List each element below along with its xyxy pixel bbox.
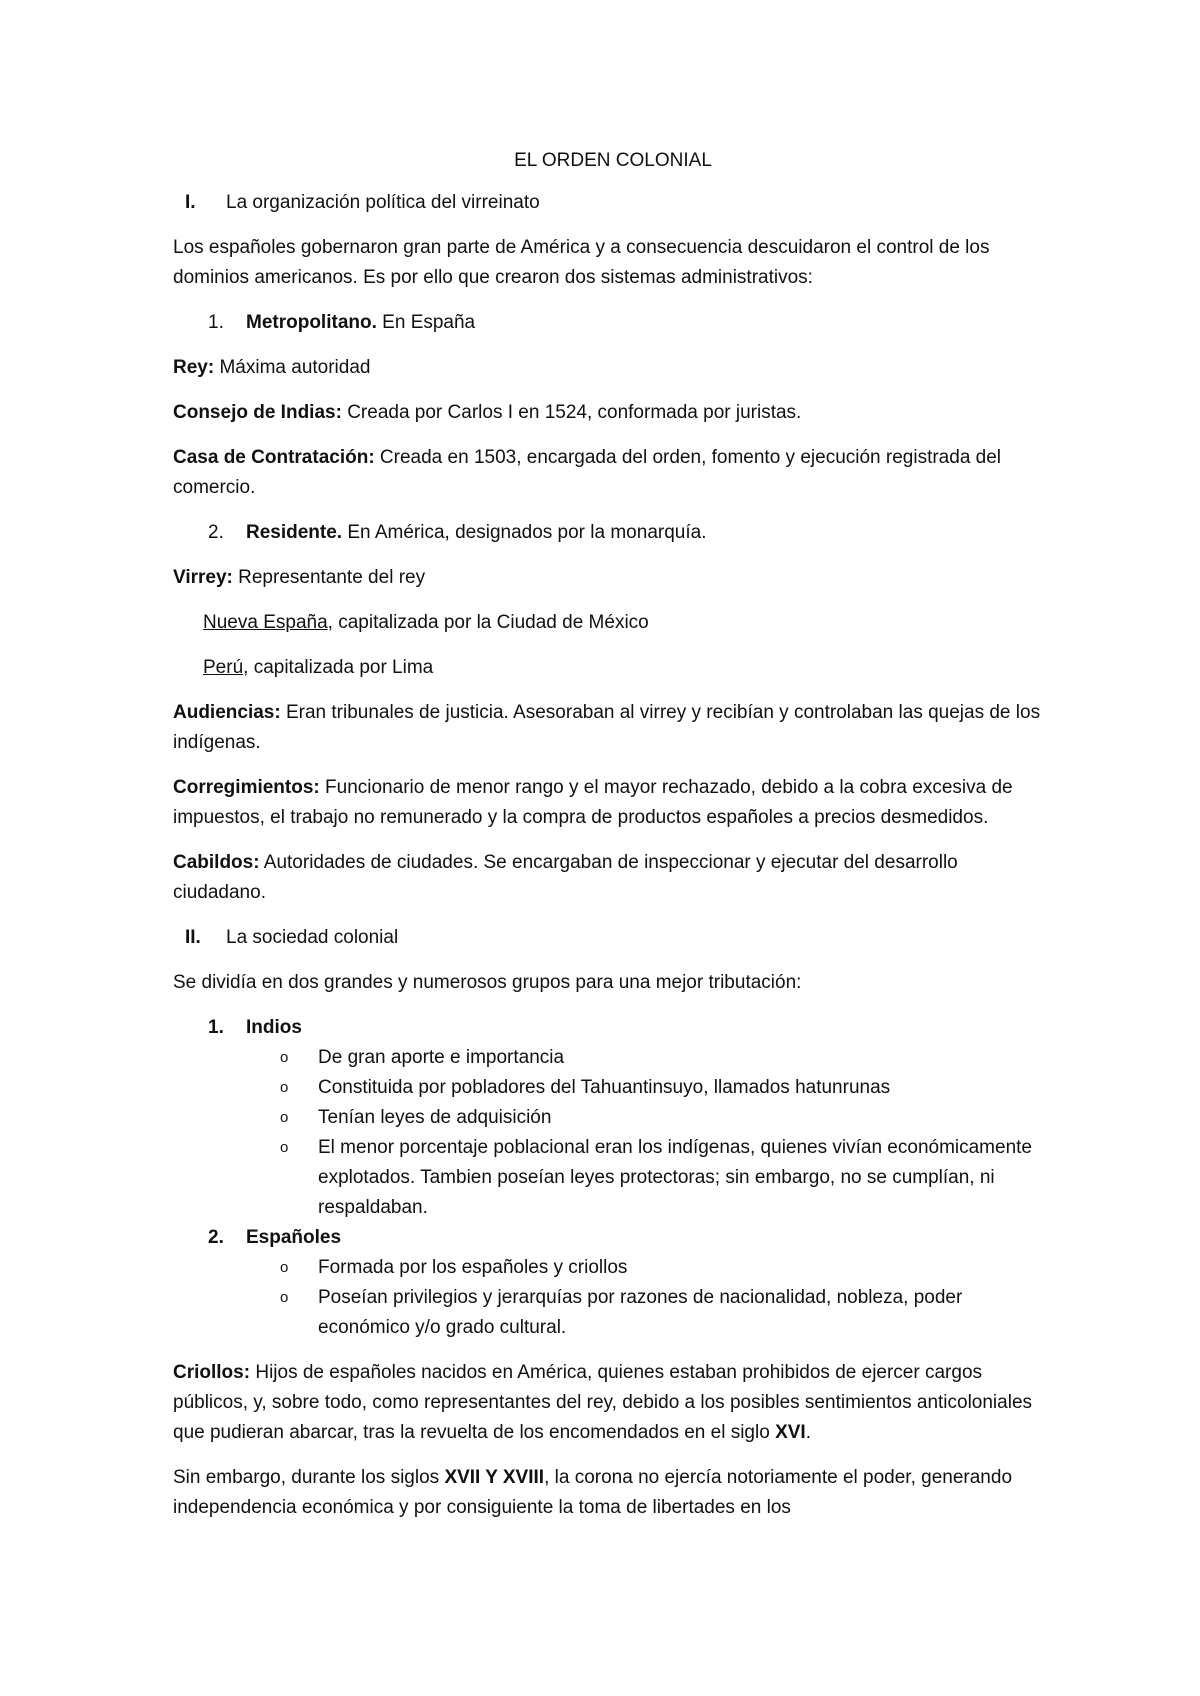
region-nueva-espana (173, 608, 1053, 638)
term-label: Casa de Contratación: (173, 447, 375, 468)
term-text: Hijos de españoles nacidos en América, quienes estaban prohibidos de ejercer cargos públicos, y, sobre todo, como representantes del rey, debido a los posibles sentimientos anticoloniales que pudieran abarcar, tras la revuelta de los encomendados en el siglo (173, 1362, 1033, 1443)
section-heading-text: La organización política del virreinato (226, 192, 540, 213)
item-text: En España (376, 312, 476, 333)
group-label: Indios (246, 1017, 302, 1038)
spacer (173, 1343, 1053, 1358)
term-text: Funcionario de menor rango y el mayor rechazado, debido a la cobra excesiva de impuestos, el trabajo no remunerado y la compra de productos españoles a precios desmedidos. (173, 777, 1013, 828)
section-intro-paragraph: Los españoles gobernaron gran parte de América y a consecuencia descuidaron el control de los dominios americanos. Es por ello que crearon dos sistemas administrativos: (173, 237, 990, 288)
closing-paragraph (173, 1463, 1053, 1523)
definition-casa (173, 443, 1053, 503)
term-label: Rey: (173, 357, 215, 378)
term-label: Cabildos: (173, 852, 260, 873)
definition-rey (173, 353, 1053, 383)
bullet-icon: o (280, 1079, 289, 1096)
item-number: 2. (208, 522, 224, 543)
term-text: Representante del rey (232, 567, 426, 588)
roman-numeral: II. (185, 927, 201, 948)
group-heading-indios (173, 1013, 1053, 1043)
bullet-text: Formada por los españoles y criollos (318, 1257, 628, 1278)
definition-virrey (173, 563, 1053, 593)
group-label: Españoles (246, 1227, 342, 1248)
bullet-icon: o (280, 1109, 289, 1126)
bullet-list-indios (173, 1043, 1053, 1223)
definition-cabildos (173, 848, 1053, 908)
century-label: XVII Y XVIII (444, 1467, 545, 1488)
definition-criollos (173, 1358, 1053, 1448)
item-number: 1. (208, 312, 224, 333)
bullet-icon: o (280, 1259, 289, 1276)
paragraph-text: Sin embargo, durante los siglos (173, 1467, 445, 1488)
definition-audiencias (173, 698, 1053, 758)
region-name: Nueva España (203, 612, 328, 633)
region-text: , capitalizada por la Ciudad de México (327, 612, 649, 633)
century-label: XVI (775, 1422, 806, 1443)
region-text: , capitalizada por Lima (243, 657, 434, 678)
section-heading-text: La sociedad colonial (226, 927, 399, 948)
group-heading-espanoles (173, 1223, 1053, 1253)
group-number: 2. (208, 1227, 224, 1248)
bullet-icon: o (280, 1049, 289, 1066)
roman-numeral: I. (185, 192, 196, 213)
list-item (173, 1283, 1053, 1343)
term-text: Máxima autoridad (214, 357, 371, 378)
list-item (173, 1133, 1053, 1223)
region-peru (173, 653, 1053, 683)
numbered-item-metropolitano (173, 308, 1053, 338)
term-text: Autoridades de ciudades. Se encargaban de inspeccionar y ejecutar del desarrollo ciudadano. (173, 852, 958, 903)
group-number: 1. (208, 1017, 224, 1038)
list-item (173, 1253, 1053, 1283)
term-text: Eran tribunales de justicia. Asesoraban al virrey y recibían y controlaban las quejas de los indígenas. (173, 702, 1041, 753)
list-item (173, 1103, 1053, 1133)
bullet-text: De gran aporte e importancia (318, 1047, 565, 1068)
bullet-icon: o (280, 1139, 289, 1156)
paragraph-text: , la corona no ejercía notoriamente el poder, generando independencia económica y por consiguiente la toma de libertades en los (173, 1467, 1013, 1518)
document-title: EL ORDEN COLONIAL (514, 150, 712, 171)
term-text: Creada por Carlos I en 1524, conformada por juristas. (341, 402, 802, 423)
term-text: Creada en 1503, encargada del orden, fomento y ejecución registrada del comercio. (173, 447, 1002, 498)
section-intro-paragraph: Se dividía en dos grandes y numerosos grupos para una mejor tributación: (173, 972, 802, 993)
bullet-icon: o (280, 1289, 289, 1306)
bullet-text: Poseían privilegios y jerarquías por razones de nacionalidad, nobleza, poder económico y/o grado cultural. (318, 1287, 963, 1338)
document-body (173, 146, 1053, 1538)
term-label: Virrey: (173, 567, 233, 588)
item-content (246, 518, 706, 548)
term-label: Audiencias: (173, 702, 281, 723)
bullet-text: Tenían leyes de adquisición (318, 1107, 552, 1128)
numbered-item-residente (173, 518, 1053, 548)
item-text: En América, designados por la monarquía. (342, 522, 707, 543)
region-name: Perú (203, 657, 244, 678)
list-item (173, 1043, 1053, 1073)
bullet-list-espanoles (173, 1253, 1053, 1343)
bullet-text: El menor porcentaje poblacional eran los indígenas, quienes vivían económicamente explotados. Tambien poseían leyes protectoras; sin embargo, no se cumplían, ni respaldaban. (318, 1137, 1032, 1218)
item-label: Residente. (246, 522, 343, 543)
term-label: Corregimientos: (173, 777, 320, 798)
item-content (246, 308, 475, 338)
definition-consejo (173, 398, 1053, 428)
item-label: Metropolitano. (246, 312, 377, 333)
bullet-text: Constituida por pobladores del Tahuantinsuyo, llamados hatunrunas (318, 1077, 891, 1098)
section-heading-1 (173, 188, 1053, 218)
definition-corregimientos (173, 773, 1053, 833)
term-text-end: . (805, 1422, 811, 1443)
term-label: Criollos: (173, 1362, 251, 1383)
term-label: Consejo de Indias: (173, 402, 342, 423)
section-heading-2 (173, 923, 1053, 953)
list-item (173, 1073, 1053, 1103)
